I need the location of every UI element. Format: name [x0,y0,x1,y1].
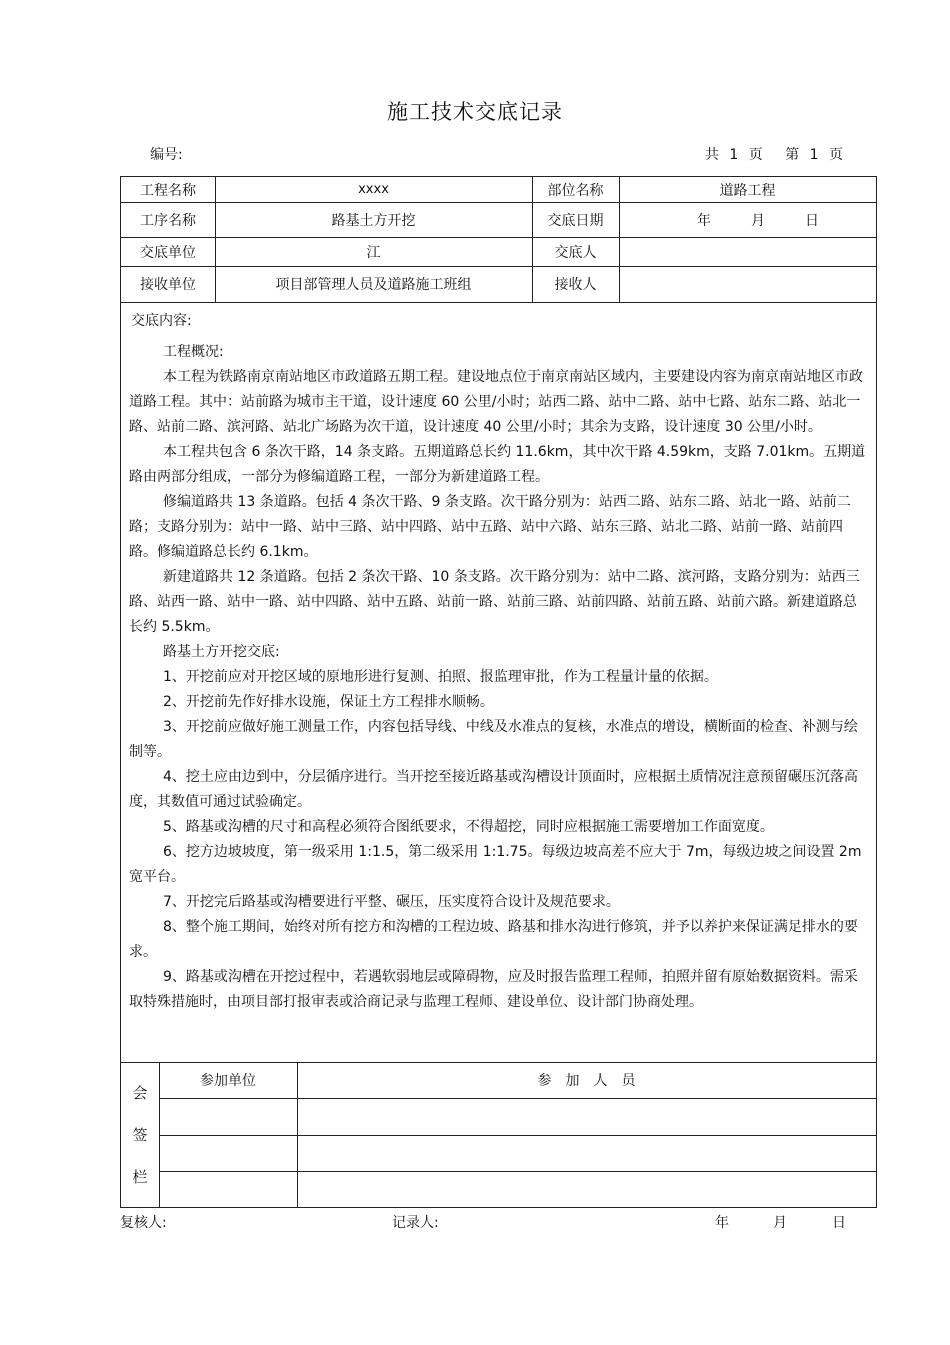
issuing-unit-label: 交底单位 [140,244,196,261]
excavation-item: 7、开挖完后路基或沟槽要进行平整、碾压，压实度符合设计及规范要求。 [163,894,620,910]
process-name-value: 路基土方开挖 [331,212,416,229]
participants-header: 参 加 人 员 [537,1073,636,1089]
excavation-item: 9、路基或沟槽在开挖过程中，若遇软弱地层或障碍物，应及时报告监理工程师，拍照并留有原始数据资料。需采取特殊措施时，由项目部打报审表或洽商记录与监理工程师、建设单位、设计部门协商处理。 [129,969,858,1010]
date-day: 日 [805,212,819,229]
excavation-item: 5、路基或沟槽的尺寸和高程必须符合图纸要求，不得超挖，同时应根据施工需要增加工作面宽度。 [163,819,774,835]
page-total: 1 [729,147,739,163]
page-info [699,144,843,164]
footer-month: 月 [773,1215,787,1231]
excavation-item: 8、整个施工期间，始终对所有挖方和沟槽的工程边坡、路基和排水沟进行修筑，并予以养护来保证满足排水的要求。 [129,919,858,960]
page-current: 1 [809,147,819,163]
receiver-value [619,266,876,302]
project-name-label: 工程名称 [140,182,196,199]
reviewer-label: 复核人: [120,1215,167,1231]
content-label: 交底内容: [131,313,192,329]
page-total-prefix: 共 [704,147,719,163]
section-name-label: 部位名称 [547,182,604,199]
overview-paragraph: 新建道路共 12 条道路。包括 2 条次干路、10 条支路。次干路分别为：站中二路、滨河路，支路分别为：站西三路、站西一路、站中一路、站中四路、站中五路、站前一路、站前三路、站前四路、站前五路、站前六路。新建道路总长约 5.5km。 [129,569,860,635]
signoff-side-char: 会 [132,1084,148,1103]
overview-heading: 工程概况: [163,344,224,360]
row-divider [121,302,876,303]
date-value [619,202,876,237]
excavation-heading: 路基土方开挖交底: [163,644,280,660]
receiving-unit-label: 接收单位 [140,277,196,293]
signoff-side-char: 签 [132,1125,148,1144]
issuer-value [619,237,876,266]
overview-paragraph: 本工程为铁路南京南站地区市政道路五期工程。建设地点位于南京南站区域内，主要建设内容为南京南站地区市政道路工程。其中：站前路为城市主干道，设计速度 60 公里/小时；站西二路、站中二路、站中七路、站东二路、站北一路、站前二路、滨河路、站北广场路为次干道，设计速度 40 公里/小时；其余为支路，设计速度 30 公里/小时。 [129,369,863,435]
signoff-side-label [121,1062,159,1207]
page-current-prefix: 第 [785,147,800,163]
document-title: 施工技术交底记录 [387,100,563,124]
excavation-item: 4、挖土应由边到中，分层循序进行。当开挖至接近路基或沟槽设计顶面时，应根据土质情况注意预留碾压沉落高度，其数值可通过试验确定。 [129,769,858,810]
overview-paragraph: 修编道路共 13 条道路。包括 4 条次干路、9 条支路。次干路分别为：站西二路、站东二路、站北一路、站前二路；支路分别为：站中一路、站中三路、站中四路、站中五路、站中六路、站东三路、站北二路、站前一路、站前四路。修编道路总长约 6.1km。 [129,494,851,560]
date-month: 月 [751,212,765,229]
section-name-value: 道路工程 [719,182,776,199]
signoff-row-divider [159,1171,876,1172]
recorder-label: 记录人: [392,1215,439,1231]
footer-day: 日 [832,1215,846,1231]
excavation-item: 2、开挖前先作好排水设施，保证土方工程排水顺畅。 [163,694,494,710]
process-name-label: 工序名称 [140,212,196,229]
issuing-unit-value: 江 [366,244,381,261]
receiver-label: 接收人 [554,277,597,293]
briefing-content [129,309,868,1015]
footer-year: 年 [715,1215,729,1231]
excavation-item: 6、挖方边坡坡度，第一级采用 1:1.5，第二级采用 1:1.75。每级边坡高差不应大于 7m，每级边坡之间设置 2m宽平台。 [129,844,862,885]
page-total-unit: 页 [748,147,763,163]
excavation-item: 3、开挖前应做好施工测量工作，内容包括导线、中线及水准点的复核，水准点的增设，横断面的检查、补测与绘制等。 [129,719,858,760]
issuer-label: 交底人 [554,244,597,261]
signoff-row-divider [159,1135,876,1136]
overview-paragraph: 本工程共包含 6 条次干路，14 条支路。五期道路总长约 11.6km，其中次干路 4.59km，支路 7.01km。五期道路由两部分组成，一部分为修编道路工程，一部分为新建道路工程。 [129,444,866,485]
date-label: 交底日期 [547,212,604,229]
signoff-row-divider [159,1098,876,1099]
page-current-unit: 页 [829,147,843,163]
participating-unit-header: 参加单位 [200,1073,256,1089]
excavation-item: 1、开挖前应对开挖区域的原地形进行复测、拍照、报监理审批，作为工程量计量的依据。 [163,669,718,685]
record-form [120,176,877,1208]
date-year: 年 [697,212,711,229]
signoff-side-char: 栏 [132,1167,148,1186]
record-number-label: 编号: [150,147,183,163]
receiving-unit-value: 项目部管理人员及道路施工班组 [275,277,472,293]
project-name-value: xxxx [358,182,389,197]
